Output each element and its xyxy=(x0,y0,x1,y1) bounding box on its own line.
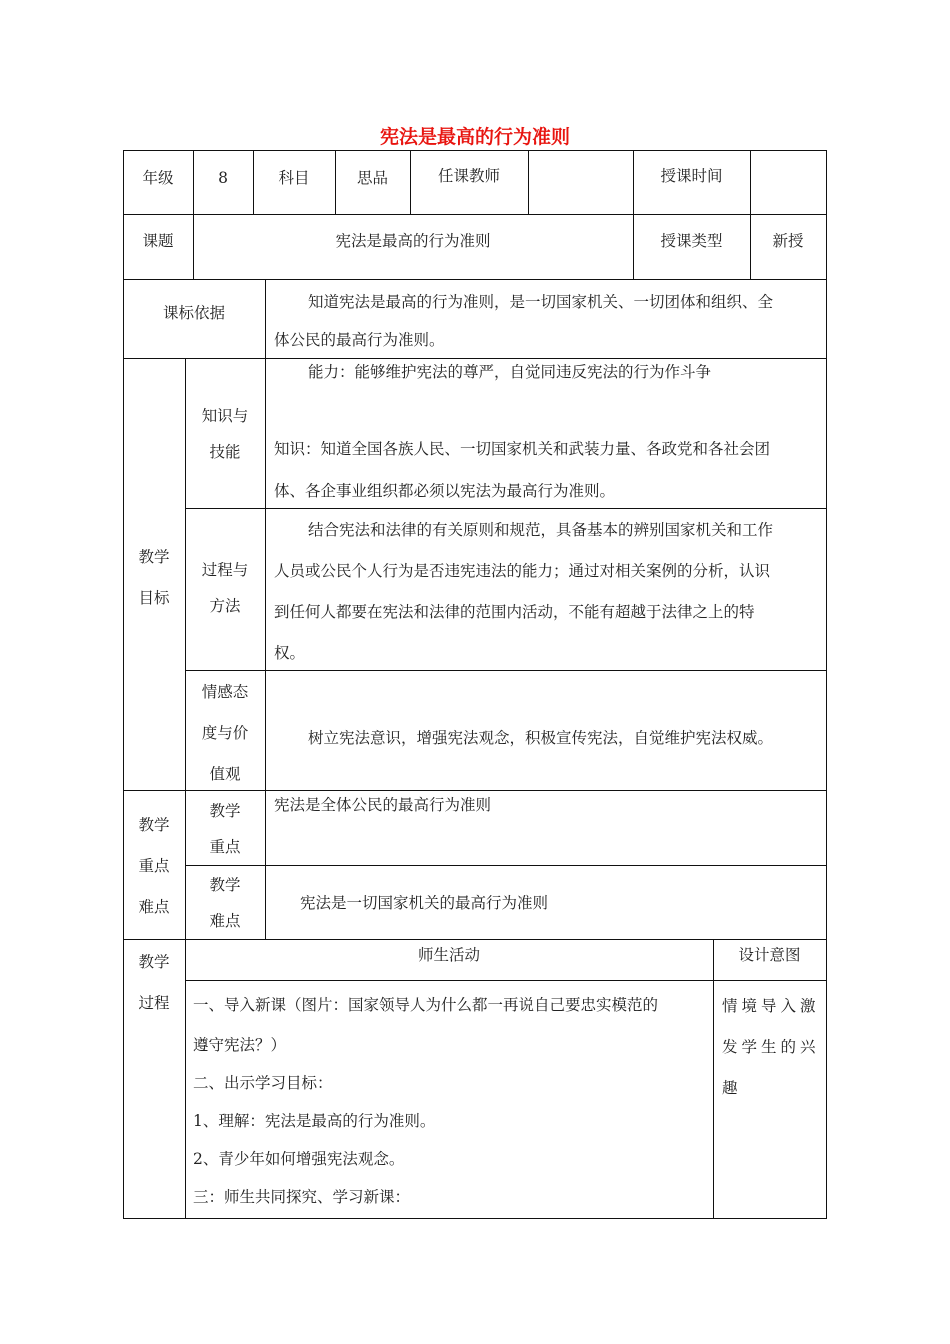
basis-line: 体公民的最高行为准则。 xyxy=(274,331,445,349)
emotion-label-line: 值观 xyxy=(209,765,241,783)
basis-line: 知道宪法是最高的行为准则，是一切国家机关、一切团体和组织、全 xyxy=(308,293,774,311)
process-method-label-line: 方法 xyxy=(209,597,241,615)
difficulty-text: 宪法是一切国家机关的最高行为准则 xyxy=(300,894,549,912)
activity-line: 遵守宪法？） xyxy=(193,1036,287,1054)
row-divider xyxy=(123,939,827,940)
knowledge-line: 知识：知道全国各族人民、一切国家机关和武装力量、各政党和各社会团 xyxy=(274,440,771,458)
focus-text: 宪法是全体公民的最高行为准则 xyxy=(274,796,492,814)
table-border-bottom xyxy=(123,1218,827,1219)
topic-label: 课题 xyxy=(142,232,174,250)
keypoints-label-line: 教学 xyxy=(138,816,170,834)
activity-line: 二、出示学习目标： xyxy=(193,1074,333,1092)
design-line: 情境导入激 xyxy=(722,997,820,1015)
column-divider xyxy=(265,279,266,359)
class-type-value: 新授 xyxy=(772,232,804,250)
column-divider xyxy=(750,150,751,279)
activity-line: 一、导入新课（图片：国家领导人为什么都一再说自己要忠实模范的 xyxy=(193,996,659,1014)
goals-label xyxy=(123,537,185,619)
topic-value: 宪法是最高的行为准则 xyxy=(335,232,491,250)
class-type-label: 授课类型 xyxy=(660,232,723,250)
column-divider xyxy=(528,150,529,215)
focus-label-line: 教学 xyxy=(209,802,241,820)
ability-text: 能力：能够维护宪法的尊严，自觉同违反宪法的行为作斗争 xyxy=(308,363,712,381)
emotion-label xyxy=(185,672,265,795)
subject-label: 科目 xyxy=(278,169,310,187)
emotion-label-line: 度与价 xyxy=(201,724,249,742)
document-title: 宪法是最高的行为准则 xyxy=(379,126,570,148)
design-line: 发学生的兴 xyxy=(722,1038,820,1056)
time-label: 授课时间 xyxy=(660,167,723,185)
goals-label-line: 目标 xyxy=(138,589,170,607)
process-method-label-line: 过程与 xyxy=(201,561,249,579)
process-method-text xyxy=(274,510,773,674)
row-divider xyxy=(123,279,827,280)
table-border-right xyxy=(826,150,827,1219)
focus-label-line: 重点 xyxy=(209,838,241,856)
subject-value: 思品 xyxy=(356,169,388,187)
activity-line: 三：师生共同探究、学习新课： xyxy=(193,1188,411,1206)
table-border-top xyxy=(123,150,827,151)
process-label xyxy=(123,942,185,1024)
process-method-line: 到任何人都要在宪法和法律的范围内活动，不能有超越于法律之上的特 xyxy=(274,603,755,621)
process-method-label xyxy=(185,552,265,624)
keypoints-label xyxy=(123,805,185,928)
knowledge-label xyxy=(185,398,265,470)
grade-label: 年级 xyxy=(142,169,174,187)
difficulty-label-line: 教学 xyxy=(209,876,241,894)
focus-label xyxy=(185,793,265,865)
knowledge-text xyxy=(274,428,770,512)
teacher-label: 任课教师 xyxy=(437,167,500,185)
design-header: 设计意图 xyxy=(738,946,801,964)
process-method-line: 结合宪法和法律的有关原则和规范，具备基本的辨别国家机关和工作 xyxy=(308,521,774,539)
emotion-label-line: 情感态 xyxy=(201,683,249,701)
difficulty-label-line: 难点 xyxy=(209,912,241,930)
activity-text xyxy=(193,986,658,1216)
knowledge-label-line: 技能 xyxy=(209,443,241,461)
row-divider xyxy=(123,214,827,215)
column-divider xyxy=(713,939,714,1219)
process-method-line: 人员或公民个人行为是否违宪违法的能力；通过对相关案例的分析，认识 xyxy=(274,562,771,580)
basis-text xyxy=(274,283,773,359)
process-method-line: 权。 xyxy=(274,644,306,662)
grade-value: 8 xyxy=(218,169,228,187)
column-divider xyxy=(265,358,266,940)
process-label-line: 教学 xyxy=(138,953,170,971)
difficulty-label xyxy=(185,867,265,939)
goals-label-line: 教学 xyxy=(138,548,170,566)
activity-header: 师生活动 xyxy=(417,946,480,964)
knowledge-label-line: 知识与 xyxy=(201,407,249,425)
design-line: 趣 xyxy=(722,1079,738,1097)
design-text xyxy=(722,986,818,1109)
activity-line: 1、理解：宪法是最高的行为准则。 xyxy=(193,1112,436,1130)
row-divider xyxy=(185,865,827,866)
activity-line: 2、青少年如何增强宪法观念。 xyxy=(193,1150,405,1168)
keypoints-label-line: 难点 xyxy=(138,898,170,916)
row-divider xyxy=(185,980,827,981)
knowledge-line: 体、各企事业组织都必须以宪法为最高行为准则。 xyxy=(274,482,616,500)
emotion-text: 树立宪法意识，增强宪法观念，积极宣传宪法，自觉维护宪法权威。 xyxy=(308,729,774,747)
keypoints-label-line: 重点 xyxy=(138,857,170,875)
process-label-line: 过程 xyxy=(138,994,170,1012)
basis-label: 课标依据 xyxy=(162,304,225,322)
